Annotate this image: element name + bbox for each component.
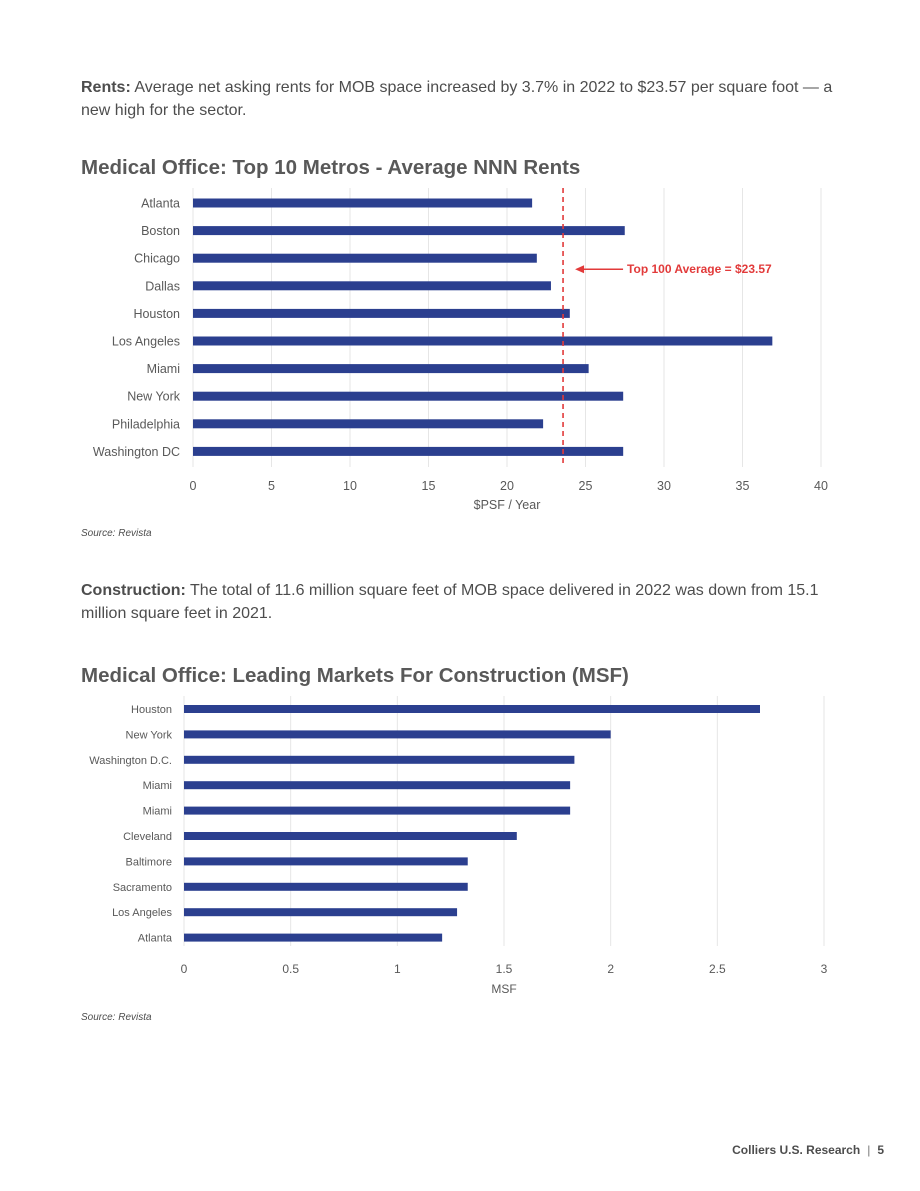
bar xyxy=(193,309,570,318)
construction-chart xyxy=(0,690,920,1010)
bar xyxy=(184,883,468,891)
category-label: Houston xyxy=(131,703,172,716)
category-label: Sacramento xyxy=(112,881,172,894)
x-tick-label: 40 xyxy=(814,479,828,493)
rents-chart-source: Source: Revista xyxy=(81,528,152,539)
x-tick-label: 25 xyxy=(578,479,593,493)
construction-lead: Construction: xyxy=(81,582,186,599)
category-label: Miami xyxy=(142,805,172,818)
construction-chart-source: Source: Revista xyxy=(81,1012,152,1023)
bar xyxy=(193,337,772,346)
rents-text: Average net asking rents for MOB space increased by 3.7% in 2022 to $23.57 per square foot — a new high for the sector. xyxy=(81,79,833,119)
construction-chart-title: Medical Office: Leading Markets For Construction (MSF) xyxy=(81,664,629,687)
rents-lead: Rents: xyxy=(81,79,131,96)
rents-paragraph xyxy=(81,76,841,122)
x-axis-label: $PSF / Year xyxy=(473,498,541,512)
footer-separator: | xyxy=(867,1143,871,1157)
category-label: Miami xyxy=(142,780,172,793)
x-tick-label: 3 xyxy=(820,962,828,976)
category-label: Los Angeles xyxy=(112,907,172,920)
bar xyxy=(193,447,623,456)
category-label: Baltimore xyxy=(125,856,172,869)
x-tick-label: 0 xyxy=(180,962,188,976)
average-label: Top 100 Average = $23.57 xyxy=(627,262,772,277)
bar xyxy=(184,781,570,789)
category-label: Cleveland xyxy=(123,830,172,843)
rents-chart xyxy=(0,185,920,525)
bar xyxy=(193,364,589,373)
bar xyxy=(184,908,457,916)
bar xyxy=(184,730,611,738)
bar xyxy=(193,419,543,428)
x-tick-label: 20 xyxy=(500,479,514,493)
bar xyxy=(193,254,537,263)
footer-org: Colliers U.S. Research xyxy=(732,1143,861,1157)
bar xyxy=(193,281,551,290)
category-label: New York xyxy=(125,729,172,742)
bar xyxy=(193,199,532,208)
bar xyxy=(184,705,760,713)
x-tick-label: 10 xyxy=(343,479,357,493)
construction-paragraph xyxy=(81,579,841,625)
x-tick-label: 5 xyxy=(268,479,275,493)
rents-chart-title: Medical Office: Top 10 Metros - Average NNN Rents xyxy=(81,156,581,179)
x-axis-label: MSF xyxy=(491,982,517,996)
x-tick-label: 1.5 xyxy=(495,962,513,976)
category-label: New York xyxy=(127,389,180,404)
category-label: Philadelphia xyxy=(111,417,180,432)
x-tick-label: 2 xyxy=(607,962,615,976)
category-label: Miami xyxy=(146,362,180,377)
category-label: Atlanta xyxy=(137,932,172,945)
average-arrow-head xyxy=(575,265,584,273)
x-tick-label: 2.5 xyxy=(708,962,726,976)
x-tick-label: 0.5 xyxy=(282,962,300,976)
bar xyxy=(193,392,623,401)
construction-text: The total of 11.6 million square feet of MOB space delivered in 2022 was down from 15.1 million square feet in 2021. xyxy=(81,582,819,622)
x-tick-label: 30 xyxy=(657,479,671,493)
bar xyxy=(184,857,468,865)
category-label: Los Angeles xyxy=(111,334,180,349)
bar xyxy=(193,226,625,235)
x-tick-label: 15 xyxy=(421,479,436,493)
category-label: Washington DC xyxy=(92,444,180,459)
category-label: Dallas xyxy=(145,279,180,294)
x-tick-label: 0 xyxy=(189,479,197,493)
category-label: Washington D.C. xyxy=(89,754,172,767)
bar xyxy=(184,934,442,942)
x-tick-label: 1 xyxy=(393,962,401,976)
page-footer xyxy=(732,1143,884,1157)
bar xyxy=(184,832,517,840)
bar xyxy=(184,756,574,764)
category-label: Boston xyxy=(141,224,180,239)
x-tick-label: 35 xyxy=(735,479,750,493)
category-label: Houston xyxy=(133,306,180,321)
bar xyxy=(184,807,570,815)
category-label: Chicago xyxy=(134,251,180,266)
page-number: 5 xyxy=(877,1143,884,1157)
category-label: Atlanta xyxy=(141,196,180,211)
